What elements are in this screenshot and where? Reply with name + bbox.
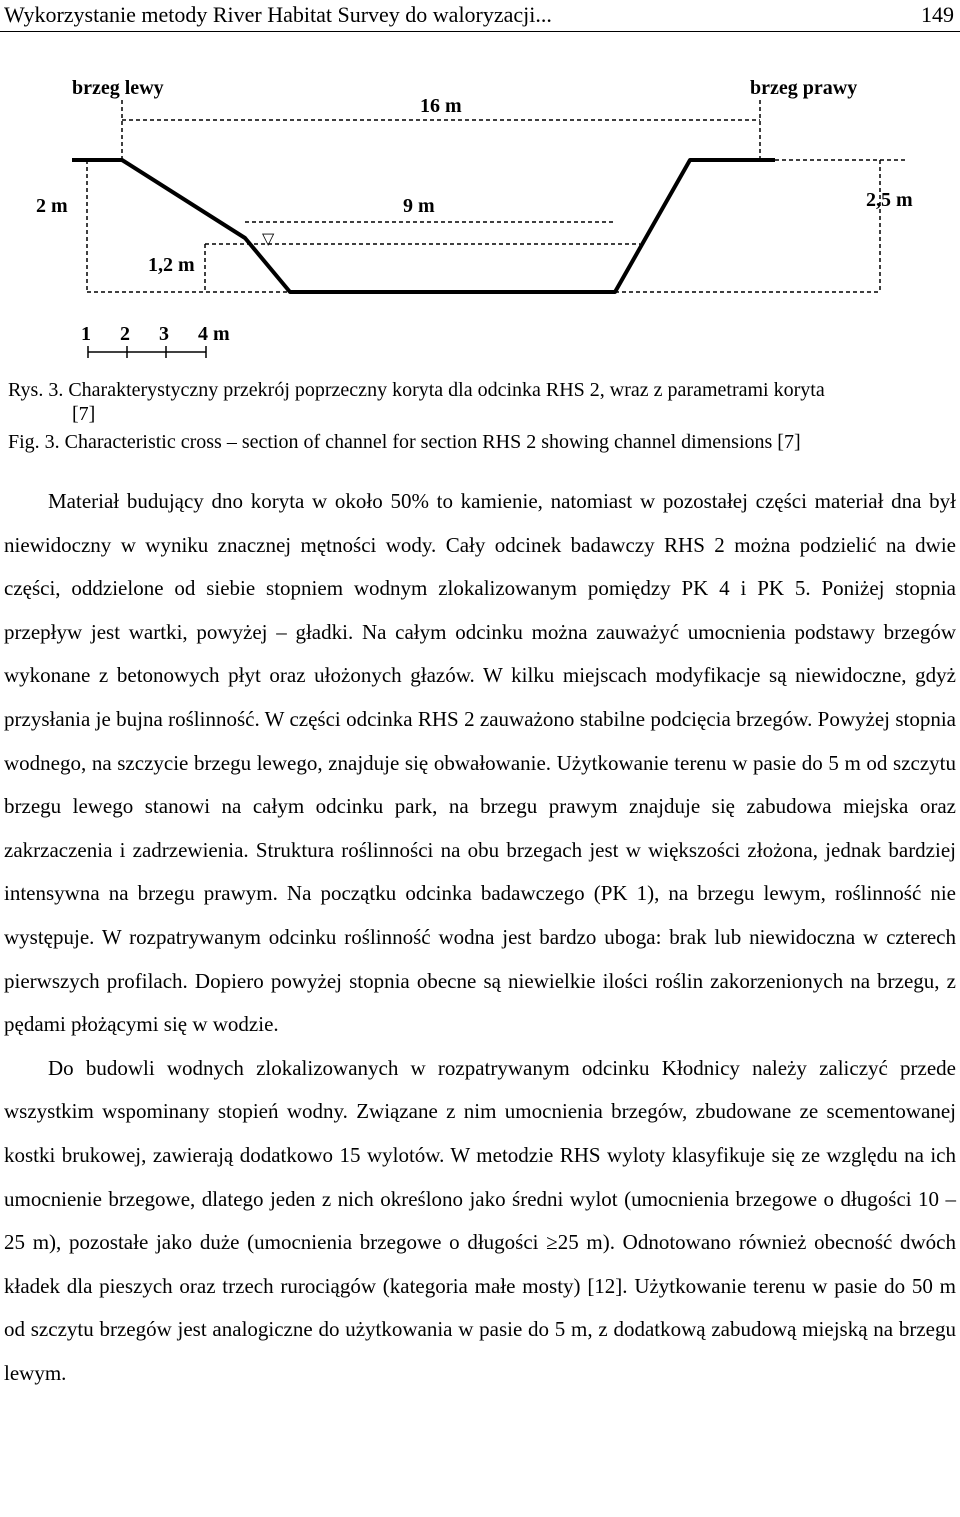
water-depth-label: 1,2 m <box>148 254 195 276</box>
caption-pl-text: Rys. 3. Charakterystyczny przekrój poprzeczny koryta dla odcinka RHS 2, wraz z parametrami koryta <box>8 379 825 401</box>
scale-label-2: 2 <box>120 323 130 345</box>
right-height-label: 2,5 m <box>866 189 913 211</box>
page-number: 149 <box>921 2 954 27</box>
paragraph-1: Materiał budujący dno koryta w około 50% to kamienie, natomiast w pozostałej części materiał dna był niewidoczny w wyniku znacznej mętności wody. Cały odcinek badawczy RHS 2 można podzielić na dwie części, oddzielone od siebie stopniem wodnym zlokalizowanym pomiędzy PK 4 i PK 5. Poniżej stopnia przepływ jest wartki, powyżej – gładki. Na całym odcinku można zauważyć umocnienia podstawy brzegów wykonane z betonowych płyt oraz ułożonych głazów. W kilku miejscach modyfikacje są niewidoczne, gdyż przysłania je bujna roślinność. W części odcinka RHS 2 zauważono stabilne podcięcia brzegów. Powyżej stopnia wodnego, na szczycie brzegu lewego, znajduje się obwałowanie. Użytkowanie terenu w pasie do 5 m od szczytu brzegu lewego stanowi na całym odcinku park, na brzegu prawym znajduje się zabudowa miejska oraz zakrzaczenia i zadrzewienia. Struktura roślinności na obu brzegach jest w większości złożona, jednak bardziej intensywna na brzegu prawym. Na początku odcinka badawczego (PK 1), na brzegu lewym, roślinność nie występuje. W rozpatrywanym odcinku roślinność wodna jest bardzo uboga: brak lub niewidoczna w czterech pierwszych profilach. Dopiero powyżej stopnia obecne są niewielkie ilości roślin zakorzenionych na brzegu, z pędami płożącymi się w wodzie. <box>4 489 956 1037</box>
scale-label-3: 3 <box>159 323 169 345</box>
left-bank-label: brzeg lewy <box>72 77 164 99</box>
right-bank-label: brzeg prawy <box>750 77 858 99</box>
bottom-width-label: 9 m <box>403 195 435 217</box>
left-height-label: 2 m <box>36 195 68 217</box>
caption-pl-reference: [7] <box>72 403 96 425</box>
running-header <box>0 0 960 32</box>
water-level-symbol: ▽ <box>262 229 275 248</box>
scale-label-1: 1 <box>81 323 91 345</box>
paragraph-2: Do budowli wodnych zlokalizowanych w rozpatrywanym odcinku Kłodnicy należy zaliczyć przede wszystkim wspominany stopień wodny. Związane z nim umocnienia brzegów, zbudowane ze scementowanej kostki brukowej, zawierają dodatkowo 15 wylotów. W metodzie RHS wyloty klasyfikuje się ze względu na ich umocnienie brzegowe, dlatego jeden z nich określono jako średni wylot (umocnienia brzegowe o długości 10 – 25 m), pozostałe jako duże (umocnienia brzegowe o długości ≥25 m). Odnotowano również obecność dwóch kładek dla pieszych oraz trzech rurociągów (kategoria małe mosty) [12]. Użytkowanie terenu w pasie do 50 m od szczytu brzegów jest analogiczne do użytkowania w pasie do 5 m, z dodatkową zabudową miejską na brzegu lewym. <box>4 1055 956 1385</box>
figure-caption-pl <box>8 378 953 426</box>
scale-label-4m: 4 m <box>198 323 230 345</box>
body-text <box>4 480 956 1395</box>
cross-section-diagram <box>0 60 960 375</box>
running-title: Wykorzystanie metody River Habitat Survey do waloryzacji... <box>4 2 552 27</box>
top-width-label: 16 m <box>420 95 462 117</box>
cross-section-figure <box>0 60 960 375</box>
figure-caption-en: Fig. 3. Characteristic cross – section of channel for section RHS 2 showing channel dimensions [7] <box>8 431 801 453</box>
